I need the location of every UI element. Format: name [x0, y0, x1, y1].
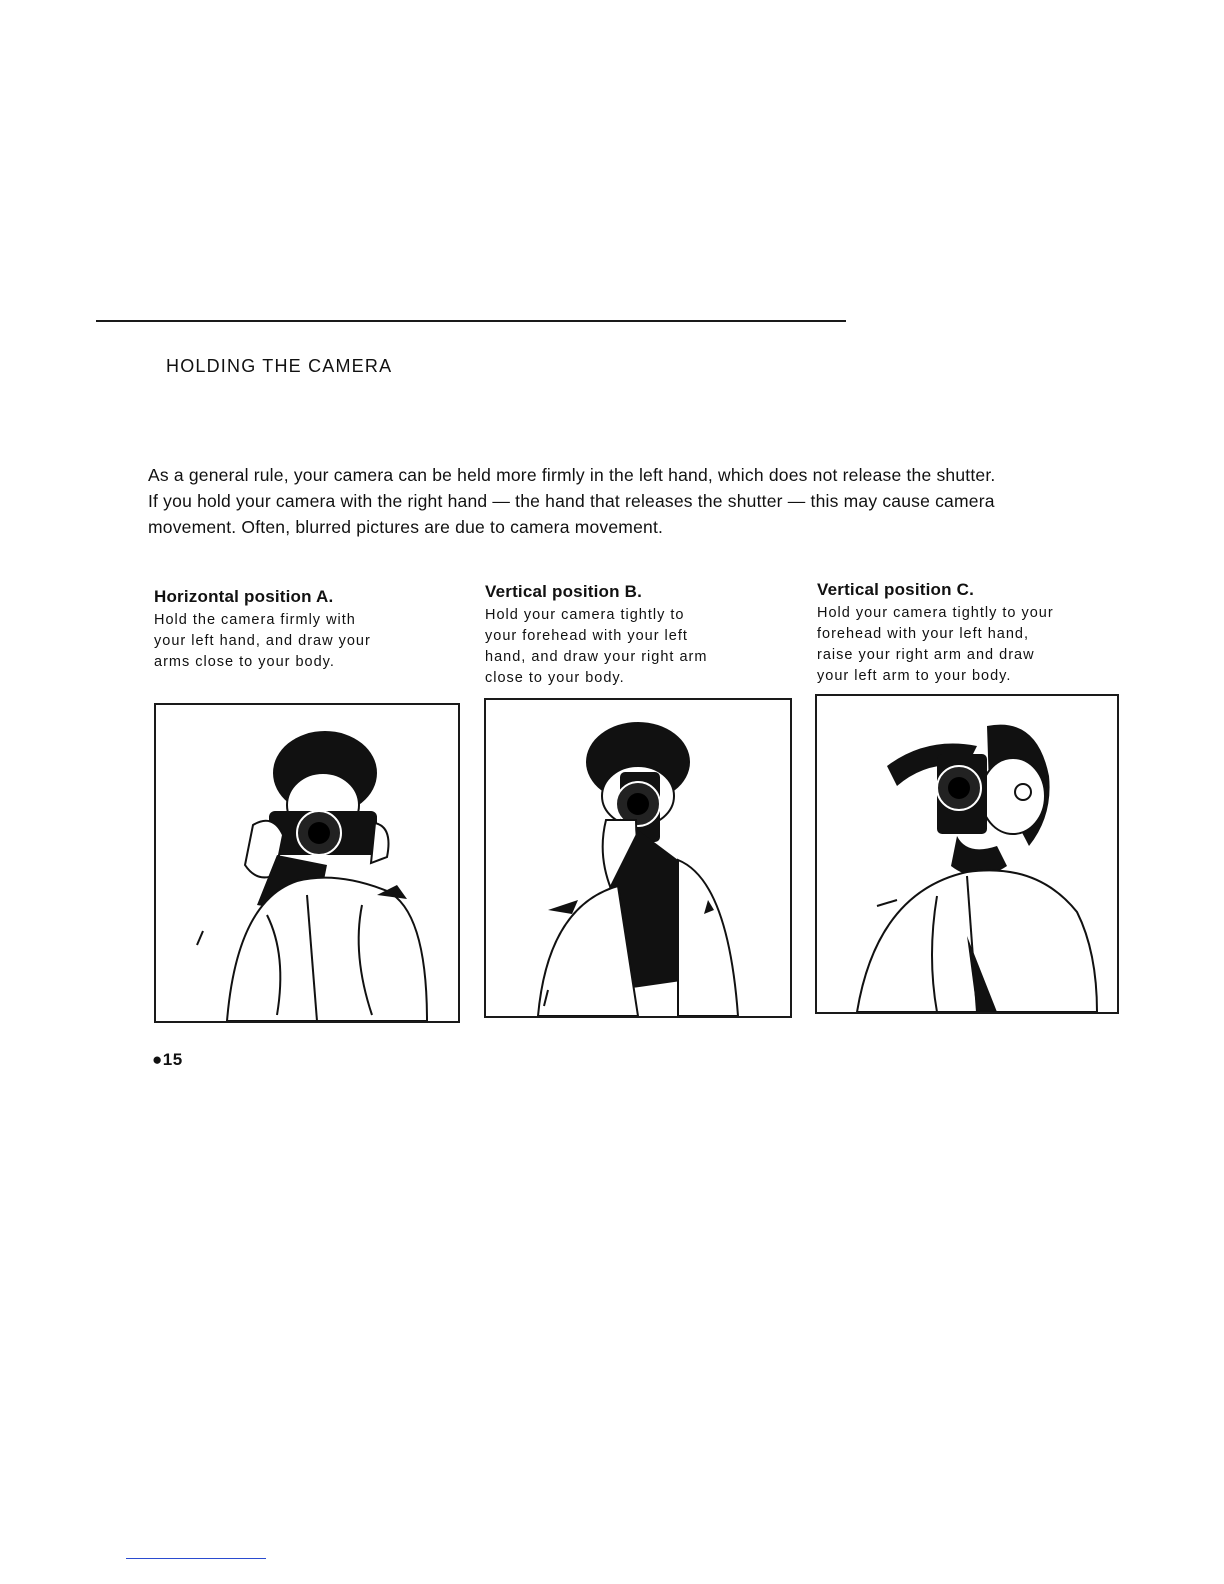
top-rule	[96, 320, 846, 322]
position-a-title: Horizontal position A.	[154, 587, 334, 606]
description-line: your left arm to your body.	[817, 668, 1012, 684]
intro-line: As a general rule, your camera can be held more firmly in the left hand, which does not release the shutter.	[148, 465, 996, 485]
position-b-caption	[485, 582, 795, 689]
photo-vertical-position-b	[484, 698, 792, 1018]
position-b-title: Vertical position B.	[485, 582, 643, 601]
description-line: hand, and draw your right arm	[485, 649, 708, 665]
description-line: arms close to your body.	[154, 654, 335, 670]
photographer-illustration-c	[817, 696, 1117, 1012]
position-c-caption	[817, 580, 1127, 687]
intro-line: If you hold your camera with the right hand — the hand that releases the shutter — this may cause camera	[148, 491, 995, 511]
description-line: your forehead with your left	[485, 628, 688, 644]
position-a-caption	[154, 587, 464, 673]
photographer-illustration-a	[156, 705, 458, 1021]
footer-link-underline	[126, 1558, 266, 1559]
description-line: Hold the camera firmly with	[154, 612, 356, 628]
description-line: close to your body.	[485, 670, 625, 686]
section-title: HOLDING THE CAMERA	[166, 356, 393, 376]
position-c-description	[817, 603, 1127, 687]
position-a-description	[154, 610, 464, 673]
description-line: your left hand, and draw your	[154, 633, 371, 649]
photo-vertical-position-c	[815, 694, 1119, 1014]
page-number: ●15	[152, 1050, 183, 1069]
description-line: forehead with your left hand,	[817, 626, 1029, 642]
intro-paragraph	[148, 462, 1138, 540]
photo-horizontal-position-a	[154, 703, 460, 1023]
description-line: Hold your camera tightly to your	[817, 605, 1054, 621]
description-line: raise your right arm and draw	[817, 647, 1035, 663]
description-line: Hold your camera tightly to	[485, 607, 685, 623]
position-b-description	[485, 605, 795, 689]
position-c-title: Vertical position C.	[817, 580, 975, 599]
photographer-illustration-b	[486, 700, 790, 1016]
intro-line: movement. Often, blurred pictures are due to camera movement.	[148, 517, 664, 537]
